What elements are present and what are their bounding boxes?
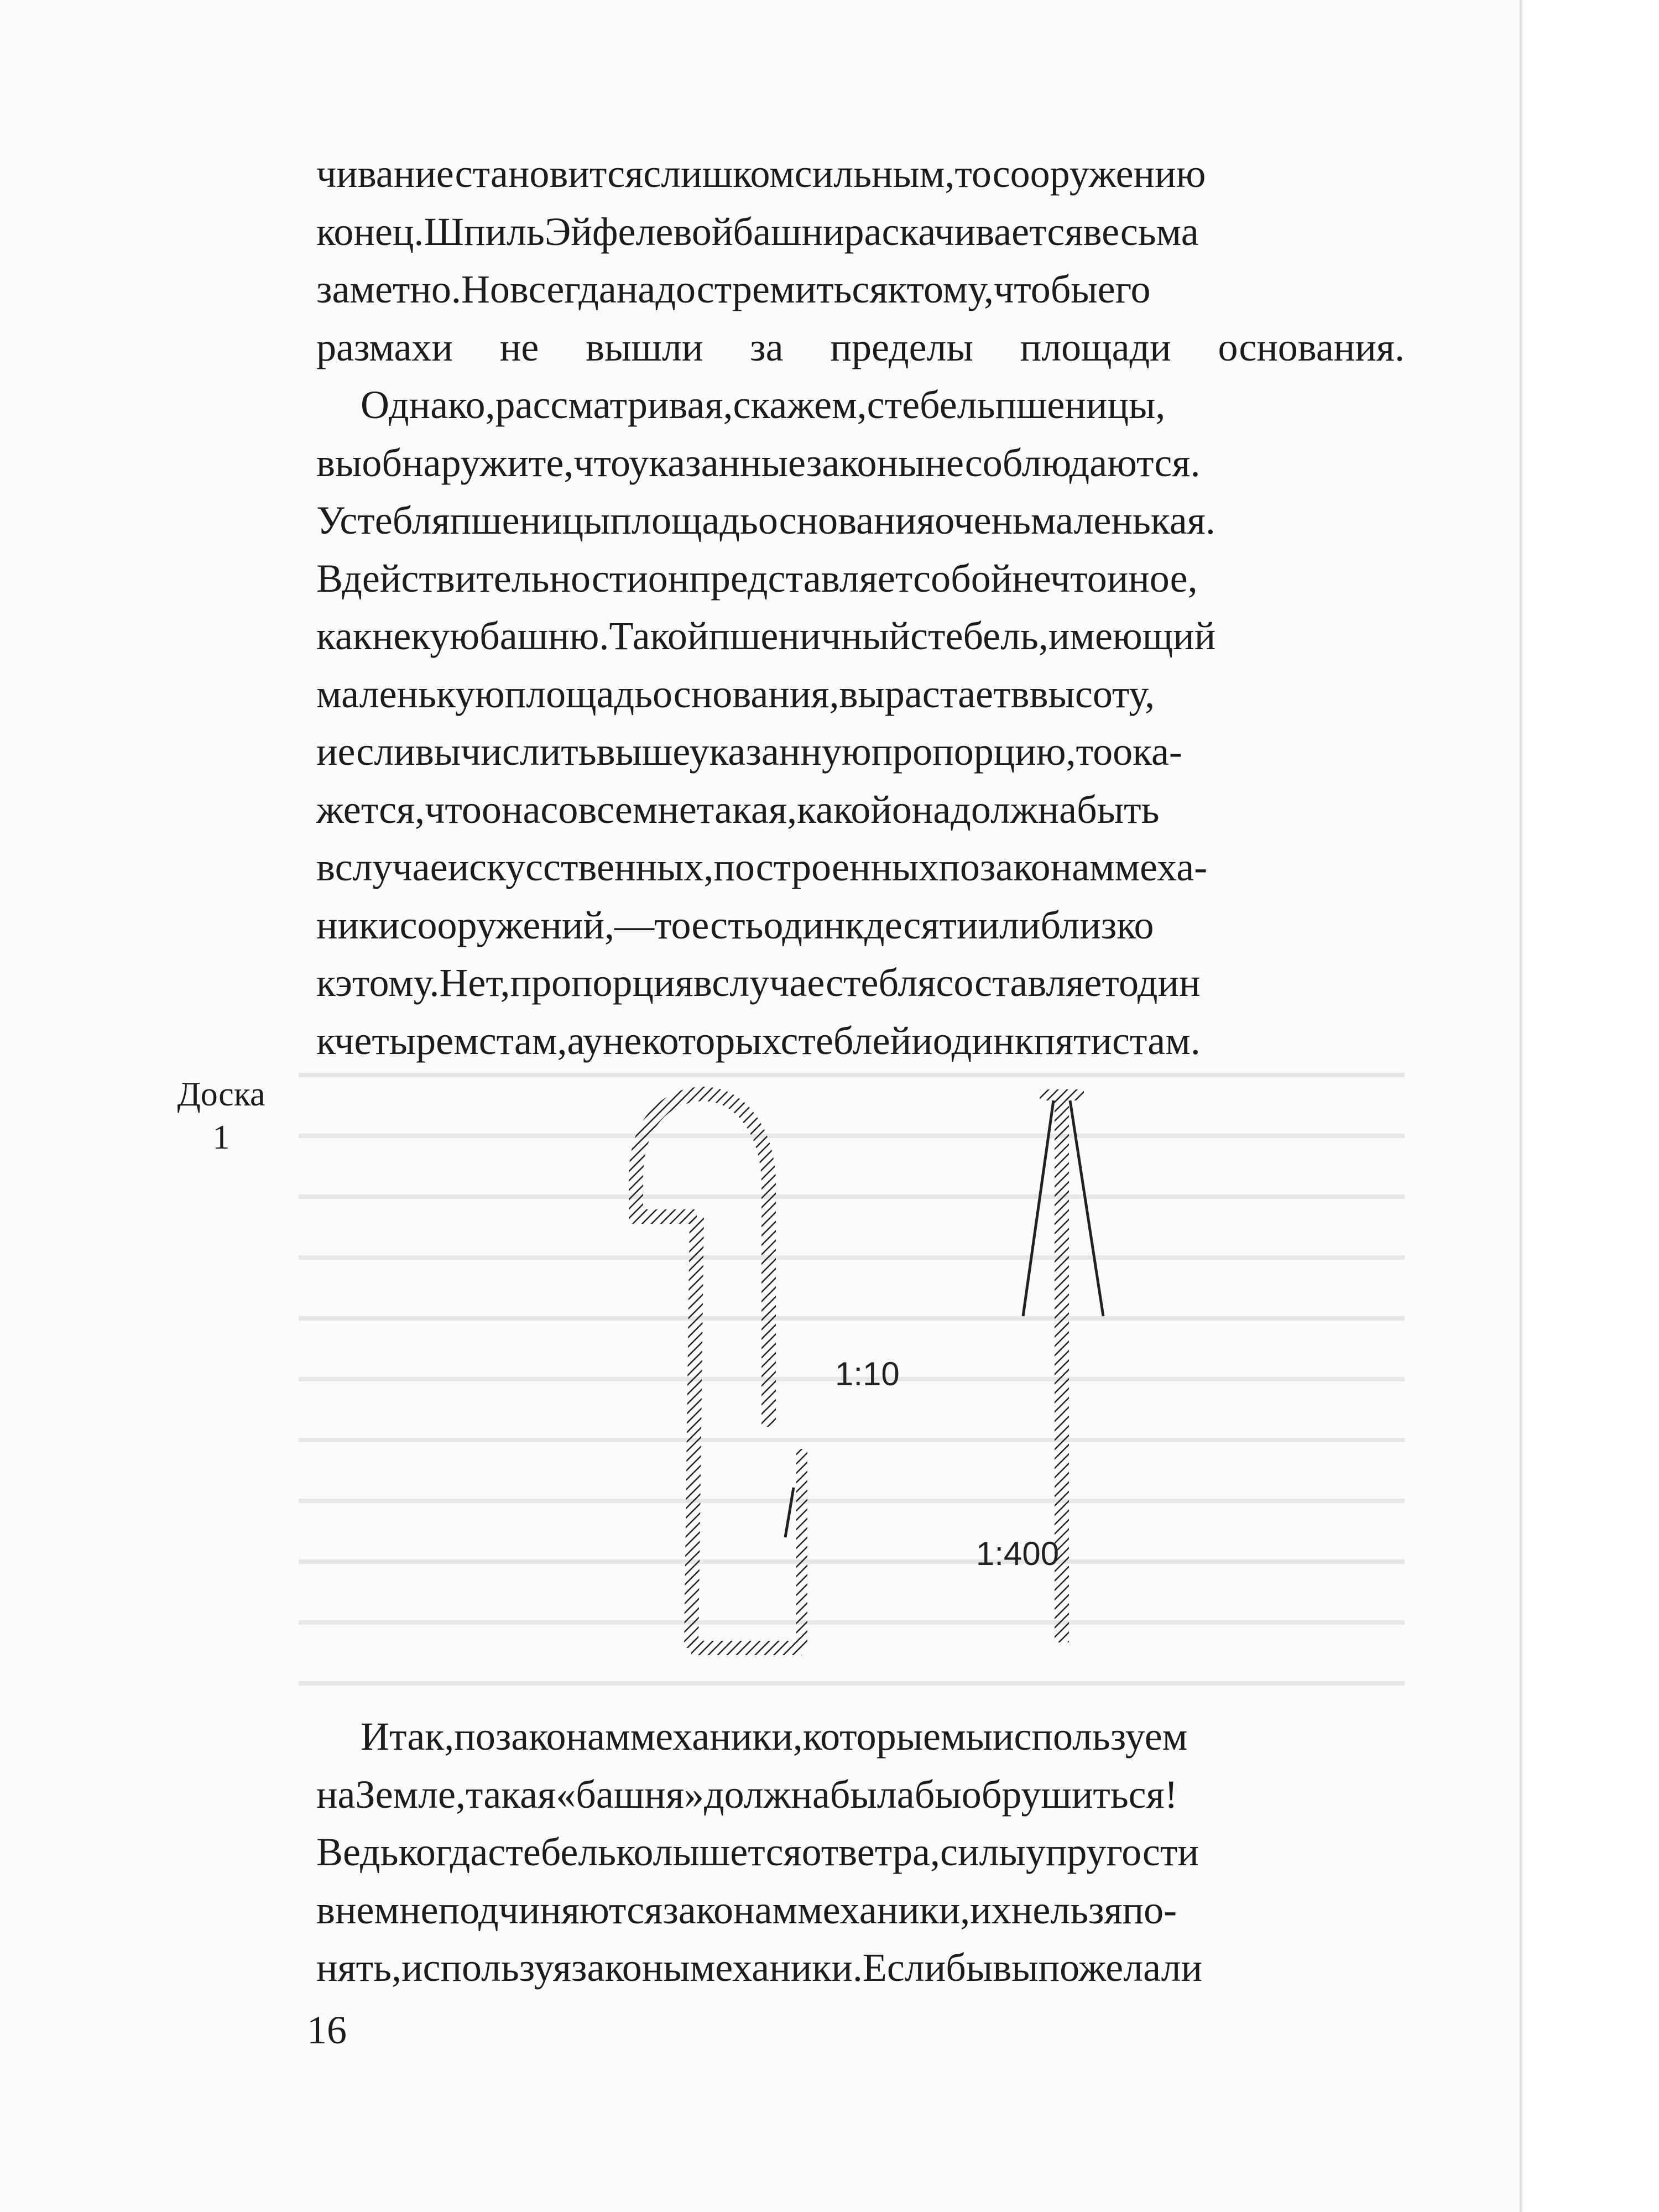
margin-note <box>158 1073 285 1159</box>
text-line: кэтому.Нет,пропорциявслучаестеблясоставляетодин <box>316 961 1201 1005</box>
text-line: чиваниестановитсяслишкомсильным,тосооружению <box>316 152 1206 196</box>
text-line: выобнаружите,чтоуказанныезаконынесоблюдаются. <box>316 440 1201 485</box>
margin-note-number: 1 <box>212 1119 230 1156</box>
text-line: внемнеподчиняютсязаконаммеханики,ихнельзяпо- <box>316 1887 1177 1932</box>
main-text-top <box>316 145 1405 1070</box>
page-edge <box>1520 0 1659 2212</box>
text-line: нять,используязаконымеханики.Еслибывыпожелали <box>316 1945 1203 1990</box>
text-line: Вдействительностионпредставляетсобойнечтоиное, <box>316 556 1198 601</box>
page-number: 16 <box>307 2008 347 2052</box>
tower-ratio-label: 1:10 <box>835 1355 900 1392</box>
text-line: конец.ШпильЭйфелевойбашнираскачиваетсявесьма <box>316 209 1199 254</box>
text-line: размахи не вышли за пределы площади основания. <box>316 325 1405 369</box>
text-line: кчетыремстам,аунекоторыхстеблейиодинкпятистам. <box>316 1018 1201 1063</box>
stem-ratio-label: 1:400 <box>976 1535 1060 1572</box>
text-line: заметно.Новсегданадостремитьсяктому,чтобыего <box>316 267 1151 311</box>
text-line: жется,чтоонасовсемнетакая,какойонадолжнабыть <box>316 787 1160 832</box>
tower-figure <box>636 1094 802 1648</box>
text-line: Итак,позаконаммеханики,которыемыиспользуем <box>361 1714 1188 1759</box>
main-text-bottom <box>316 1708 1405 1997</box>
text-line: иесливычислитьвышеуказаннуюпропорцию,тоока- <box>316 729 1182 774</box>
text-line: никисооружений,—тоестьодинкдесятиилиблизко <box>316 902 1154 947</box>
text-line: вслучаеискусственных,построенныхпозаконаммеха- <box>316 845 1208 889</box>
text-line: Однако,рассматривая,скажем,стебельпшеницы, <box>361 383 1166 427</box>
text-line: наЗемле,такая«башня»должнабылабыобрушиться! <box>316 1772 1178 1817</box>
text-line: какнекуюбашню.Такойпшеничныйстебель,имеющий <box>316 614 1216 658</box>
text-line: Устебляпшеницыплощадьоснованияоченьмаленькая. <box>316 498 1215 542</box>
tower-stem-drawing <box>603 1084 1211 1665</box>
text-line: Ведькогдастебельколышетсяответра,силыупругости <box>316 1830 1199 1874</box>
text-line: маленькуюплощадьоснования,вырастаетввысоту, <box>316 671 1155 716</box>
margin-note-label: Доска <box>177 1076 265 1113</box>
